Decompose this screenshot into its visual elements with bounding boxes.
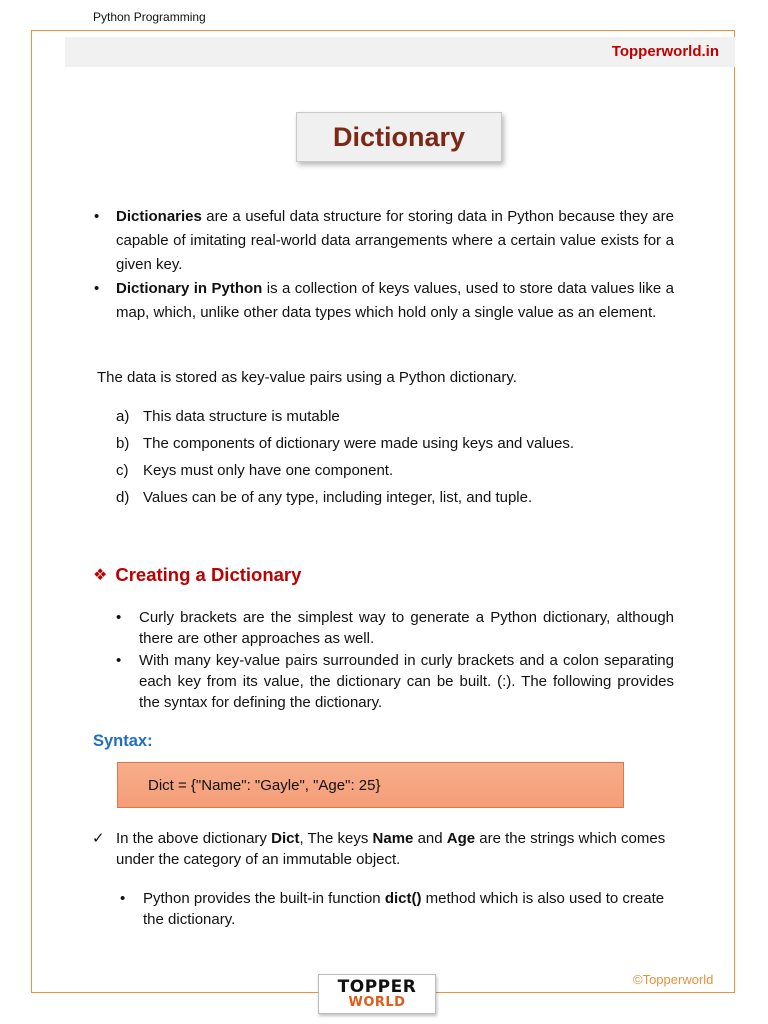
list-marker: c) — [116, 462, 129, 479]
bold-term: dict() — [384, 890, 422, 907]
copyright-notice: ©Topperworld — [633, 972, 714, 987]
text-run: method which is also used to create the dictionary. — [143, 890, 665, 928]
check-list-item — [92, 828, 672, 870]
creating-bullet-list — [116, 607, 674, 714]
term-description: are a useful data structure for storing data in Python because they are capable of imitating real-world data arrangements where a certain value exists for a given key. — [116, 208, 674, 273]
list-item — [116, 403, 574, 430]
list-item — [116, 607, 674, 649]
list-item — [94, 205, 674, 277]
list-item — [116, 484, 574, 511]
code-block — [117, 762, 624, 808]
code-text: Dict = {"Name": "Gayle", "Age": 25} — [148, 776, 381, 794]
logo-text-top: TOPPER — [337, 977, 417, 997]
running-header: Python Programming — [93, 10, 206, 24]
intro-paragraph: The data is stored as key-value pairs using a Python dictionary. — [97, 369, 517, 386]
bold-term: Name — [372, 830, 414, 847]
properties-list — [116, 403, 574, 511]
logo-text-bottom: WORLD — [348, 995, 406, 1010]
title-box — [296, 112, 502, 162]
list-marker: b) — [116, 435, 130, 452]
list-item — [116, 457, 574, 484]
site-link[interactable]: Topperworld.in — [611, 43, 719, 60]
list-text: Keys must only have one component. — [143, 462, 394, 479]
term-bold: Dictionaries — [116, 208, 202, 225]
bullet-icon: • — [116, 652, 122, 669]
section-heading-text: Creating a Dictionary — [115, 564, 302, 585]
bullet-icon: • — [120, 890, 126, 907]
text-run: In the above dictionary — [116, 830, 272, 847]
diamond-icon: ❖ — [93, 567, 108, 584]
bold-term: Dict — [271, 830, 300, 847]
text-run: are the strings which comes under the category of an immutable object. — [116, 830, 666, 868]
list-item — [116, 430, 574, 457]
bullet-icon: • — [94, 208, 100, 225]
list-item — [120, 888, 674, 930]
intro-bullet-list — [94, 205, 674, 325]
section-heading — [93, 564, 301, 586]
bold-term: Age — [446, 830, 476, 847]
list-marker: d) — [116, 489, 130, 506]
list-text: Curly brackets are the simplest way to generate a Python dictionary, although there are other approaches as well. — [139, 609, 674, 647]
list-item — [116, 650, 674, 713]
list-text: With many key-value pairs surrounded in curly brackets and a colon separating each key from its value, the dictionary can be built. (:). The following provides the syntax for defining the dictionary. — [139, 652, 674, 711]
text-run: Python provides the built-in function — [143, 890, 385, 907]
text-run: , The keys — [299, 830, 373, 847]
term-description: is a collection of keys values, used to store data values like a map, which, unlike other data types which hold only a single value as an element. — [116, 280, 674, 321]
checkmark-icon: ✓ — [92, 830, 105, 847]
syntax-label: Syntax: — [93, 732, 153, 750]
list-item — [94, 277, 674, 325]
list-text: The components of dictionary were made using keys and values. — [143, 435, 575, 452]
text-run: and — [413, 830, 447, 847]
site-header-bar — [65, 37, 735, 67]
term-bold: Dictionary in Python — [116, 280, 263, 297]
topperworld-logo — [318, 974, 436, 1014]
bullet-icon: • — [94, 280, 100, 297]
list-text: Values can be of any type, including integer, list, and tuple. — [143, 489, 533, 506]
bullet-icon: • — [116, 609, 122, 626]
list-text: This data structure is mutable — [143, 408, 340, 425]
page-title: Dictionary — [332, 121, 466, 152]
list-marker: a) — [116, 408, 130, 425]
